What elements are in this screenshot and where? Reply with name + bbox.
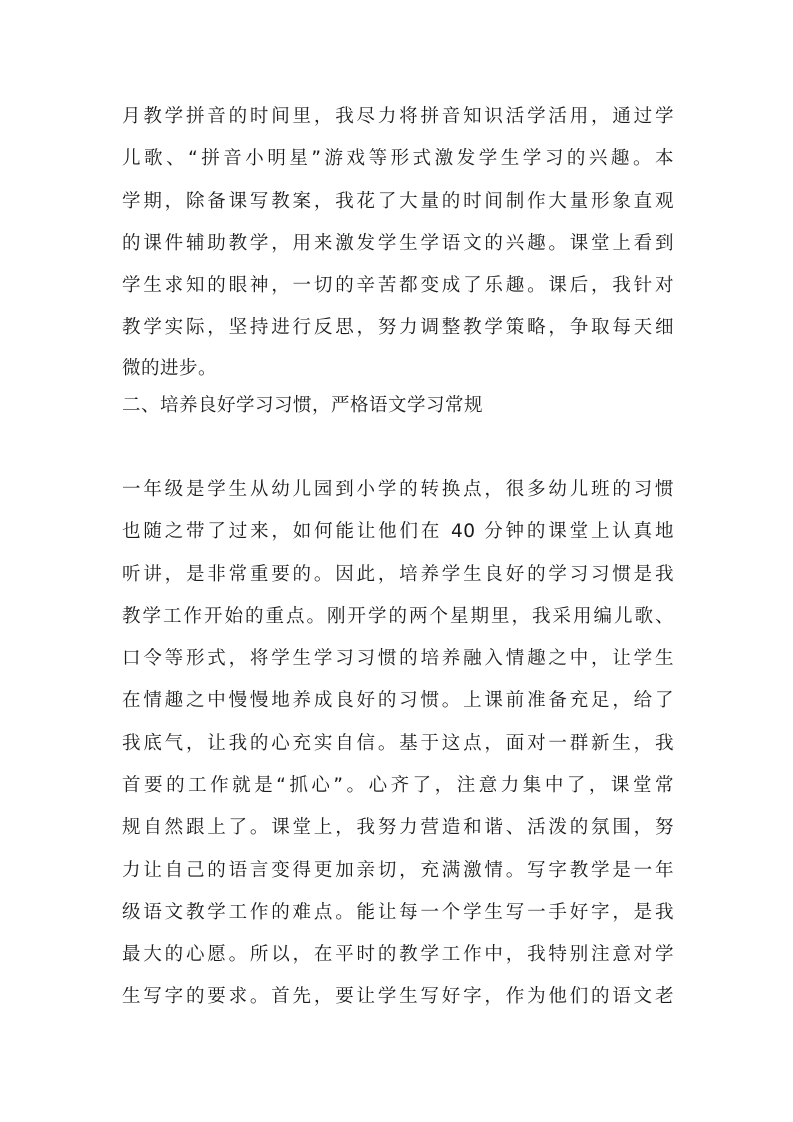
paragraph-1-line-7: 微的进步。 [122, 358, 218, 379]
paragraph-2-line-9: 规自然跟上了。课堂上，我努力营造和谐、活泼的氛围，努 [122, 817, 674, 838]
section-heading-2: 二、培养良好学习习惯，严格语文学习常规 [122, 395, 484, 416]
paragraph-2-line-2: 也随之带了过来，如何能让他们在 40 分钟的课堂上认真地 [122, 521, 674, 542]
paragraph-2-line-12: 最大的心愿。所以，在平时的教学工作中，我特别注意对学 [122, 944, 674, 965]
paragraph-2-line-11: 级语文教学工作的难点。能让每一个学生写一手好字，是我 [122, 902, 674, 923]
paragraph-1-line-3: 学期，除备课写教案，我花了大量的时间制作大量形象直观 [122, 191, 674, 212]
paragraph-2-line-3: 听讲，是非常重要的。因此，培养学生良好的学习习惯是我 [122, 564, 674, 585]
paragraph-2-line-1: 一年级是学生从幼儿园到小学的转换点，很多幼儿班的习惯 [122, 479, 674, 500]
paragraph-1-line-4: 的课件辅助教学，用来激发学生学语文的兴趣。课堂上看到 [122, 233, 674, 254]
paragraph-1-line-1: 月教学拼音的时间里，我尽力将拼音知识活学活用，通过学 [122, 106, 674, 127]
paragraph-1-line-6: 教学实际，坚持进行反思，努力调整教学策略，争取每天细 [122, 317, 674, 338]
paragraph-2-line-10: 力让自己的语言变得更加亲切，充满激情。写字教学是一年 [122, 860, 674, 881]
paragraph-2-line-4: 教学工作开始的重点。刚开学的两个星期里，我采用编儿歌、 [122, 606, 674, 627]
paragraph-2-line-7: 我底气，让我的心充实自信。基于这点，面对一群新生，我 [122, 733, 674, 754]
paragraph-1-line-2: 儿歌、“拼音小明星”游戏等形式激发学生学习的兴趣。本 [122, 148, 674, 169]
paragraph-2-line-8: 首要的工作就是“抓心”。心齐了，注意力集中了，课堂常 [122, 775, 674, 796]
paragraph-2-line-6: 在情趣之中慢慢地养成良好的习惯。上课前准备充足，给了 [122, 690, 674, 711]
paragraph-2-line-13: 生写字的要求。首先，要让学生写好字，作为他们的语文老 [122, 986, 674, 1007]
paragraph-2-line-5: 口令等形式，将学生学习习惯的培养融入情趣之中，让学生 [122, 648, 674, 669]
paragraph-1-line-5: 学生求知的眼神，一切的辛苦都变成了乐趣。课后，我针对 [122, 275, 674, 296]
